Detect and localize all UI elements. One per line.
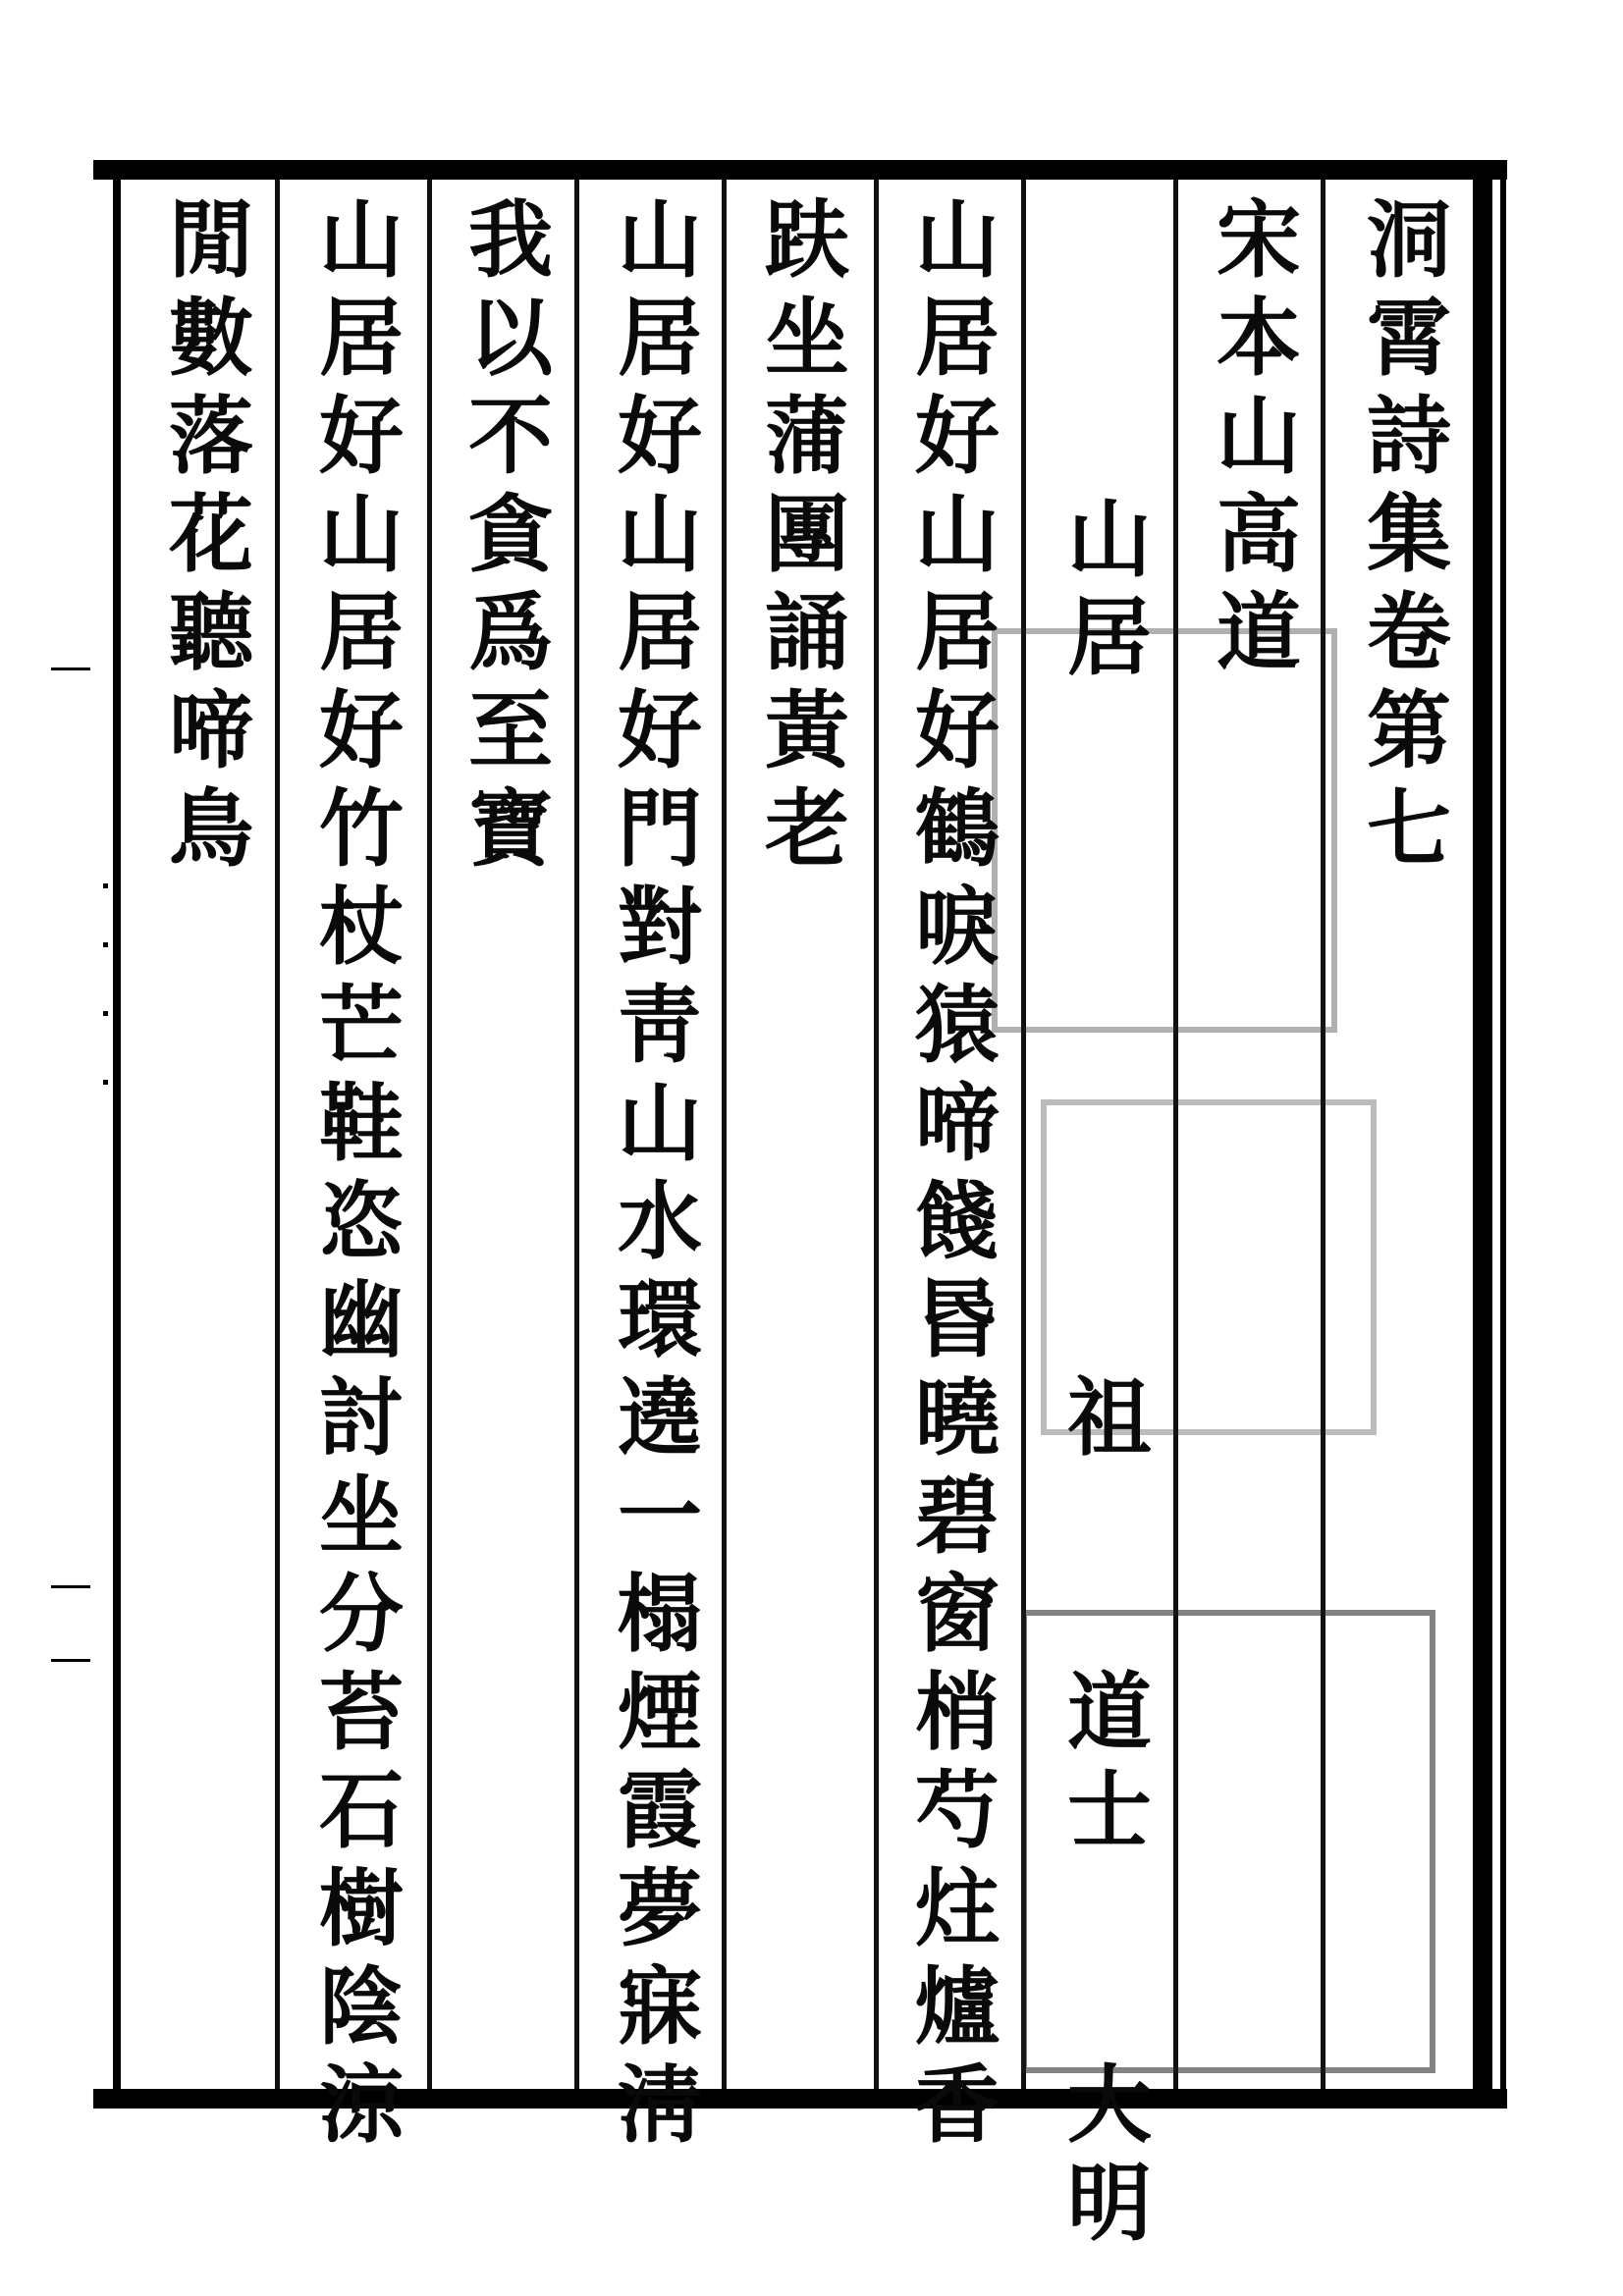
glyph: 宋 [1217,190,1301,290]
glyph: 山 [915,485,1000,584]
glyph: 祖 [1067,1368,1152,1468]
glyph: 好 [319,681,404,780]
glyph: 閒 [169,190,253,290]
glyph: 山 [915,190,1000,290]
glyph: 水 [618,1172,702,1271]
glyph: 坐 [765,289,849,388]
glyph: 第 [1367,681,1451,780]
glyph: 煙 [618,1663,702,1762]
glyph: 幽 [319,1270,404,1369]
glyph: 洞 [1367,190,1451,290]
glyph: 霞 [618,1761,702,1860]
glyph: 香 [915,2056,1000,2155]
poem-line-5 [312,191,410,2155]
glyph: 誦 [765,583,849,682]
glyph: 苔 [319,1663,404,1762]
glyph: 鳥 [169,779,253,879]
glyph: 聽 [169,583,253,682]
glyph: 蒲 [765,387,849,486]
glyph: 爐 [915,1957,1000,2056]
glyph: 昬 [915,1270,1000,1369]
margin-tick [51,1659,90,1662]
glyph: 淸 [618,2056,702,2155]
glyph: 曉 [915,1368,1000,1468]
glyph: 環 [618,1270,702,1369]
glyph: 分 [319,1565,404,1664]
glyph: 大 [1067,2056,1152,2155]
glyph: 山 [618,485,702,584]
glyph: 啼 [915,1074,1000,1173]
glyph: 恣 [319,1172,404,1271]
glyph: 遶 [618,1368,702,1468]
glyph: 山 [618,1074,702,1173]
glyph: 樹 [319,1859,404,1958]
glyph: 爲 [468,583,553,682]
glyph: 居 [618,583,702,682]
glyph: 集 [1367,485,1451,584]
glyph: 黃 [765,681,849,780]
top-border [93,160,1507,180]
glyph: 道 [1067,1663,1152,1762]
glyph: 鶴 [915,779,1000,879]
collector-seal-upper [992,628,1337,1033]
glyph: 道 [1217,583,1301,682]
glyph: 山 [319,190,404,290]
glyph: 啼 [169,681,253,780]
glyph: 石 [319,1761,404,1860]
glyph: 七 [1367,779,1451,879]
glyph: 明 [1067,2154,1152,2253]
glyph: 唳 [915,878,1000,977]
glyph [1060,1860,1159,1958]
glyph: 至 [468,681,553,780]
glyph: 落 [169,387,253,486]
glyph: 寐 [618,1957,702,2056]
glyph [1060,1958,1159,2056]
margin-tick [51,667,90,670]
glyph: 寶 [468,779,553,879]
glyph: 花 [169,485,253,584]
glyph: 好 [618,387,702,486]
glyph: 竹 [319,779,404,879]
glyph: 本 [1217,289,1301,388]
glyph: 陰 [319,1957,404,2056]
glyph: 一 [618,1467,702,1566]
margin-dot [103,1080,108,1085]
glyph: 士 [1067,1761,1152,1860]
margin-dot [103,1011,108,1016]
glyph: 榻 [618,1565,702,1664]
glyph: 山 [1217,387,1301,486]
glyph: 居 [319,583,404,682]
glyph: 猿 [915,976,1000,1075]
glyph: 鞋 [319,1074,404,1173]
glyph: 碧 [915,1467,1000,1566]
poem-line-3 [611,191,709,2155]
glyph: 趺 [765,190,849,290]
left-border [113,160,121,2109]
glyph: 涼 [319,2056,404,2155]
margin-dot [103,942,108,947]
glyph: 貪 [468,485,553,584]
poem-heading-column [1060,491,1159,687]
glyph: 詩 [1367,387,1451,486]
glyph: 卷 [1367,583,1451,682]
glyph: 梢 [915,1663,1000,1762]
glyph: 芒 [319,976,404,1075]
glyph: 我 [468,190,553,290]
right-border [1473,160,1492,2109]
column-divider [427,180,432,2089]
glyph: 坐 [319,1467,404,1566]
glyph: 團 [765,485,849,584]
column-divider [874,180,879,2089]
column-divider [574,180,579,2089]
glyph: 居 [618,289,702,388]
glyph: 居 [915,583,1000,682]
glyph [1060,1566,1159,1664]
glyph: 山 [1067,490,1152,589]
glyph: 討 [319,1368,404,1468]
glyph: 好 [618,681,702,780]
margin-dot [103,883,108,888]
volume-title-column [1360,191,1458,879]
glyph: 居 [1067,588,1152,687]
poem-line-1 [908,191,1006,2155]
poem-line-4 [461,191,560,879]
glyph: 霄 [1367,289,1451,388]
glyph: 好 [915,681,1000,780]
source-column [1210,191,1308,682]
glyph: 炷 [915,1859,1000,1958]
glyph [1060,1468,1159,1566]
glyph: 好 [915,387,1000,486]
bottom-border [93,2089,1507,2109]
right-outer-border [1500,160,1506,2109]
column-divider [275,180,280,2089]
glyph: 夢 [618,1859,702,1958]
glyph: 山 [618,190,702,290]
margin-tick [51,1585,90,1588]
column-divider [722,180,727,2089]
glyph: 居 [915,289,1000,388]
glyph: 以 [468,289,553,388]
glyph: 杖 [319,878,404,977]
poem-line-6 [162,191,260,879]
glyph: 對 [618,878,702,977]
glyph: 窗 [915,1565,1000,1664]
glyph: 不 [468,387,553,486]
glyph: 居 [319,289,404,388]
glyph: 老 [765,779,849,879]
glyph: 好 [319,387,404,486]
glyph: 高 [1217,485,1301,584]
poem-line-2 [758,191,856,879]
glyph: 餞 [915,1172,1000,1271]
glyph: 芍 [915,1761,1000,1860]
glyph: 數 [169,289,253,388]
glyph: 山 [319,485,404,584]
glyph: 門 [618,779,702,879]
author-column [1060,1369,1159,2253]
glyph: 靑 [618,976,702,1075]
